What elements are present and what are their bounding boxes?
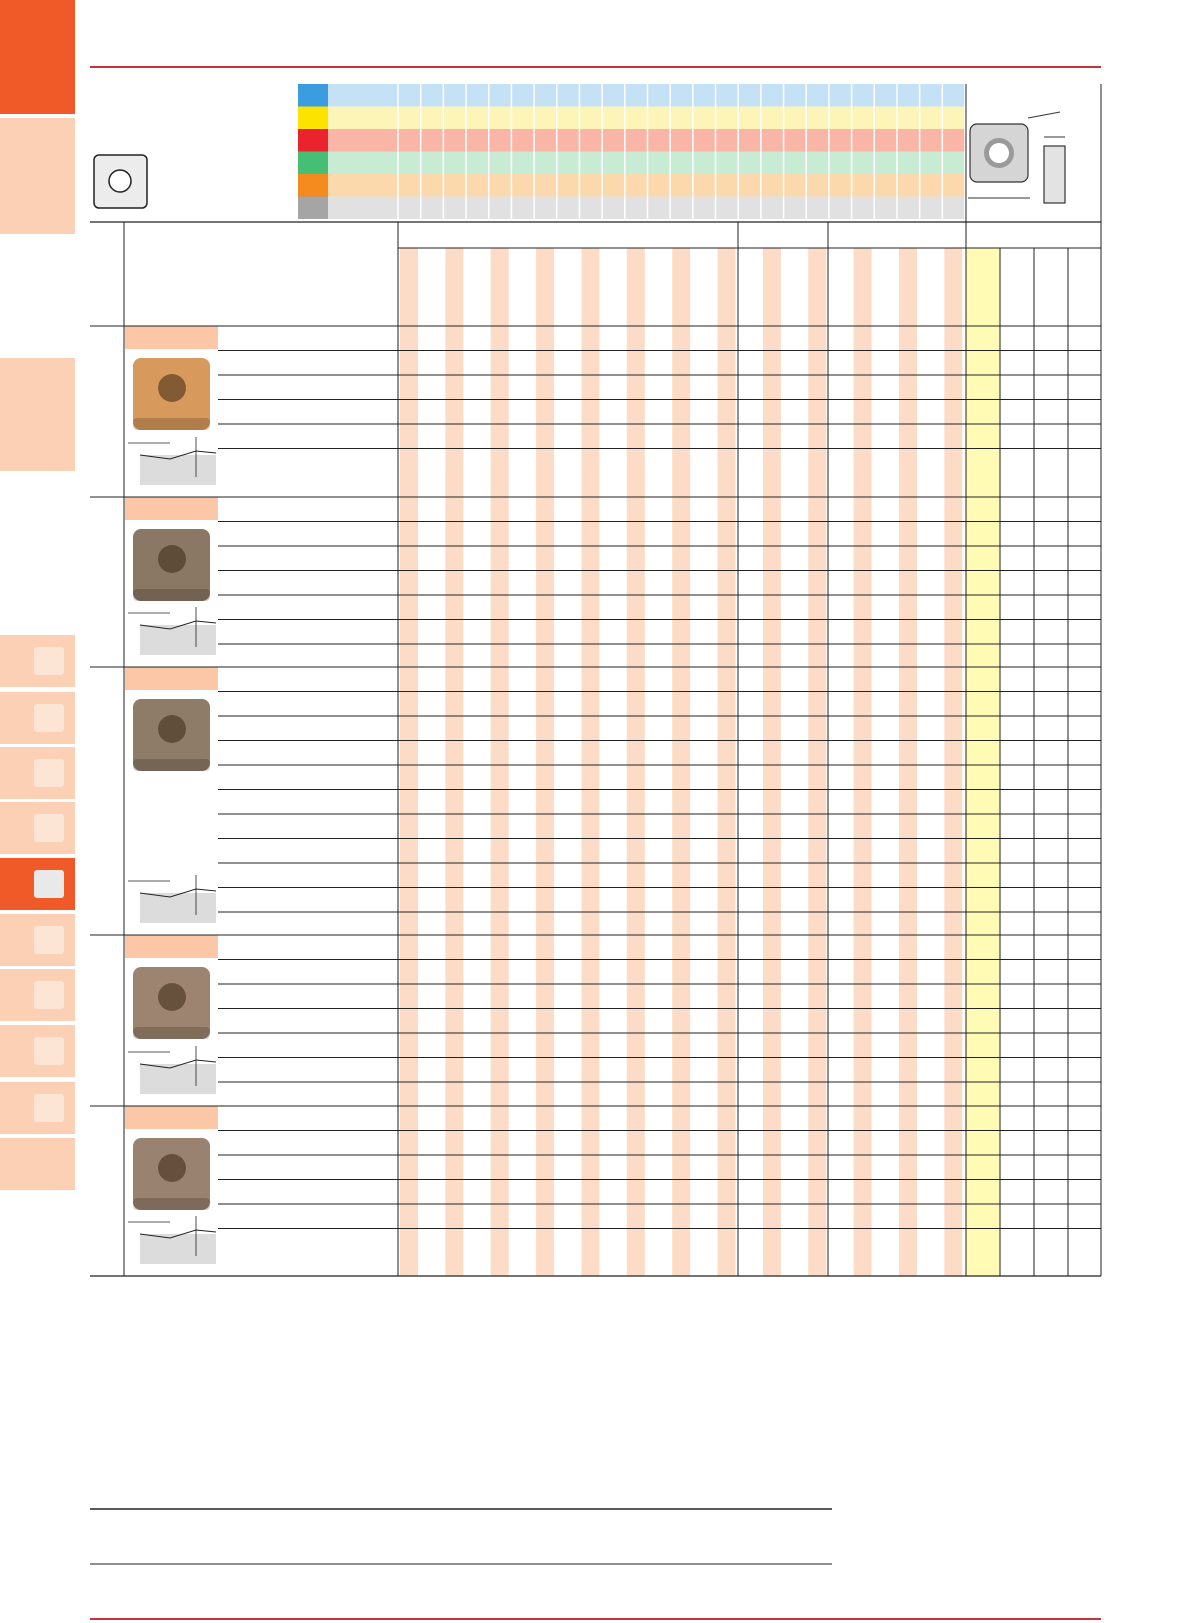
insert-hole-icon	[158, 545, 186, 573]
grade-column-stripe	[491, 248, 509, 1276]
grade-column-stripe	[763, 248, 781, 1276]
grade-column-stripe	[808, 248, 826, 1276]
insert-photo-shadow	[133, 1027, 210, 1039]
grade-column-stripe	[899, 248, 917, 1276]
chipbreaker-tag	[125, 935, 218, 958]
material-swatch-m	[298, 107, 328, 130]
grade-column-stripe	[854, 248, 872, 1276]
chip-profile-diagram	[140, 625, 216, 655]
material-swatch-h	[298, 197, 328, 220]
grade-column-stripe	[718, 248, 736, 1276]
chip-profile-diagram	[140, 1234, 216, 1264]
chipbreaker-tag	[125, 1106, 218, 1129]
leader-line	[1028, 112, 1060, 118]
top-rule	[90, 66, 1101, 68]
grade-column-stripe	[445, 248, 463, 1276]
highlight-column	[966, 248, 1000, 1276]
insert-photo-shadow	[133, 759, 210, 771]
insert-photo-shadow	[133, 1198, 210, 1210]
insert-side-view	[1044, 146, 1065, 203]
insert-hole-icon	[158, 715, 186, 743]
material-swatch-k	[298, 129, 328, 152]
insert-hole-inner	[989, 143, 1009, 163]
insert-photo-shadow	[133, 418, 210, 430]
material-swatch-n	[298, 152, 328, 175]
chipbreaker-tag	[125, 497, 218, 520]
insert-photo-shadow	[133, 589, 210, 601]
insert-hole-icon	[109, 170, 131, 192]
chipbreaker-tag	[125, 326, 218, 349]
material-swatch-p	[298, 84, 328, 107]
chip-profile-diagram	[140, 1064, 216, 1094]
grade-column-stripe	[400, 248, 418, 1276]
grade-column-stripe	[944, 248, 962, 1276]
grade-column-stripe	[672, 248, 690, 1276]
grade-column-stripe	[581, 248, 599, 1276]
grade-column-stripe	[536, 248, 554, 1276]
chipbreaker-tag	[125, 667, 218, 690]
chip-profile-diagram	[140, 893, 216, 923]
insert-hole-icon	[158, 1154, 186, 1182]
insert-hole-icon	[158, 983, 186, 1011]
chip-profile-diagram	[140, 455, 216, 485]
insert-hole-icon	[158, 374, 186, 402]
grade-column-stripe	[627, 248, 645, 1276]
bottom-rule	[90, 1618, 1101, 1620]
material-swatch-s	[298, 174, 328, 197]
